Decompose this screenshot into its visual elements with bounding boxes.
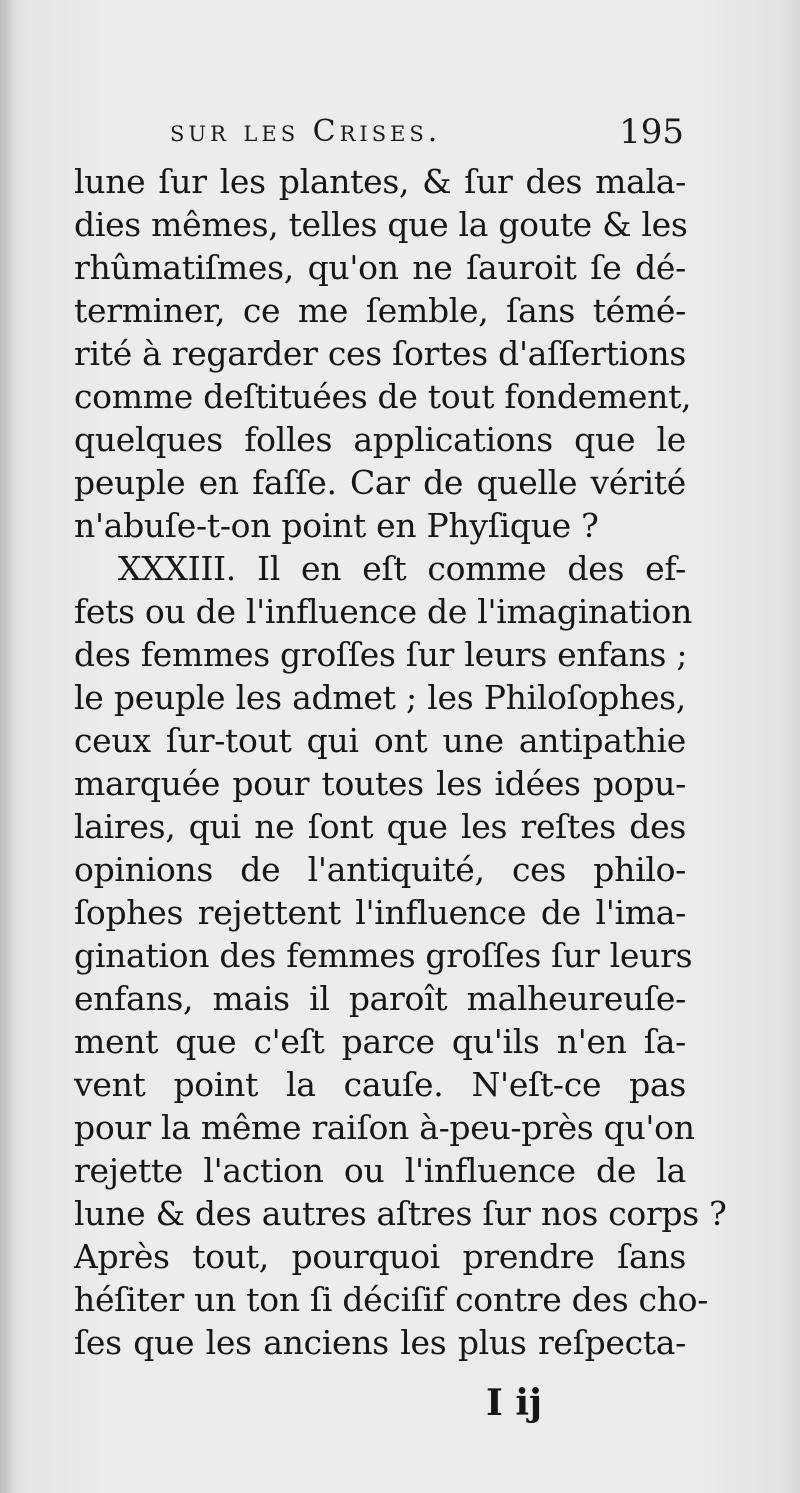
- text-line: gination des femmes groſſes ſur leurs: [74, 936, 693, 975]
- text-line: terminer, ce me ſemble, ſans témé-: [74, 291, 686, 330]
- text-line: ceux ſur-tout qui ont une antipathie: [74, 721, 686, 760]
- text-line: enfans, mais il paroît malheureuſe-: [74, 979, 686, 1018]
- page-number: 195: [619, 112, 684, 152]
- text-line: dies mêmes, telles que la goute & les: [74, 205, 688, 244]
- text-line: marquée pour toutes les idées popu-: [74, 764, 686, 803]
- signature-mark: I ij: [486, 1382, 543, 1424]
- text-line: laires, qui ne ſont que les reſtes des: [74, 807, 686, 846]
- text-line: quelques folles applications que le: [74, 420, 686, 459]
- text-line: opinions de l'antiquité, ces philo-: [74, 850, 686, 889]
- text-line: héſiter un ton ſi déciſif contre des cho-: [74, 1280, 709, 1319]
- text-line: ſophes rejettent l'influence de l'ima-: [74, 893, 686, 932]
- running-head: [170, 112, 690, 156]
- text-line: comme deſtituées de tout fondement,: [74, 377, 692, 416]
- text-line: lune & des autres aſtres ſur nos corps ?: [74, 1194, 727, 1233]
- running-title: sur les Crises.: [170, 114, 442, 149]
- text-line: des femmes groſſes ſur leurs enfans ;: [74, 635, 688, 674]
- text-line: n'abuſe-t-on point en Phyſique ?: [74, 506, 599, 545]
- text-line: rejette l'action ou l'influence de la: [74, 1151, 686, 1190]
- text-line: ment que c'eſt parce qu'ils n'en ſa-: [74, 1022, 686, 1061]
- text-line: lune ſur les plantes, & ſur des mala-: [74, 162, 686, 201]
- text-line: le peuple les admet ; les Philoſophes,: [74, 678, 686, 717]
- text-line: fets ou de l'influence de l'imagination: [74, 592, 693, 631]
- text-line: Après tout, pourquoi prendre ſans: [74, 1237, 686, 1276]
- body-text: [74, 160, 727, 1364]
- text-line: rité à regarder ces ſortes d'aſſertions: [74, 334, 686, 373]
- gutter-shadow: [0, 0, 14, 1493]
- text-line: vent point la cauſe. N'eſt-ce pas: [74, 1065, 686, 1104]
- text-line: pour la même raiſon à-peu-près qu'on: [74, 1108, 695, 1147]
- paragraph-start-line: XXXIII. Il en eſt comme des ef-: [118, 549, 686, 588]
- text-line: rhûmatiſmes, qu'on ne ſauroit ſe dé-: [74, 248, 686, 287]
- text-line: peuple en faſſe. Car de quelle vérité: [74, 463, 686, 502]
- text-line: ſes que les anciens les plus reſpecta-: [74, 1323, 686, 1362]
